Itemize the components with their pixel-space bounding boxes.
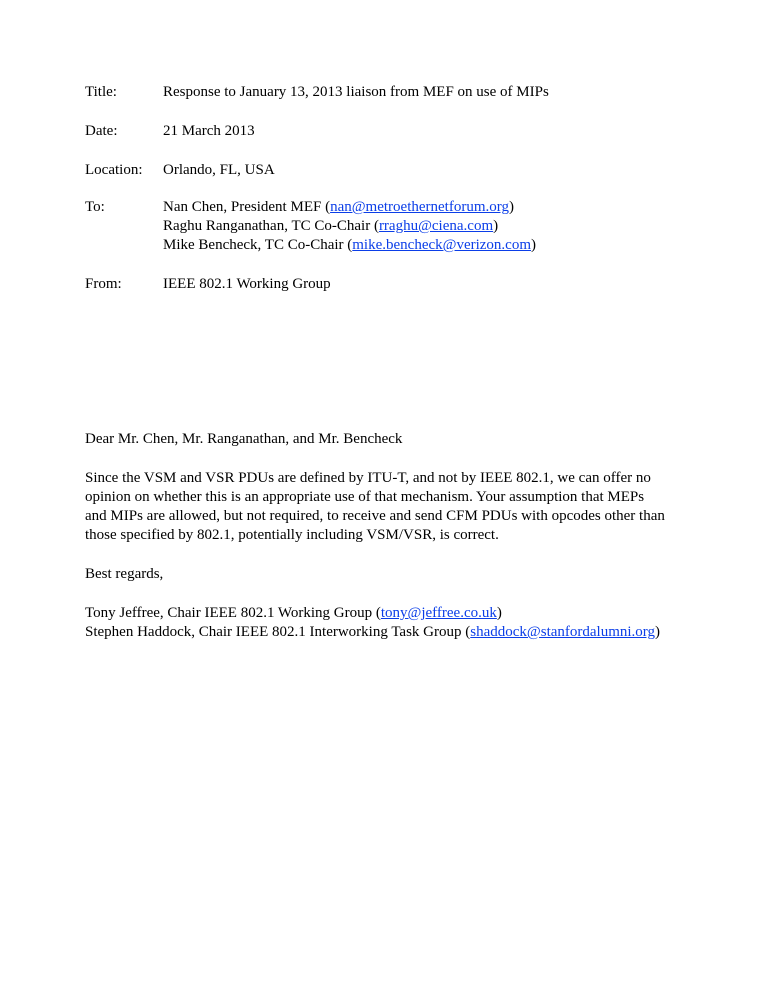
date-label: Date: xyxy=(85,123,118,139)
from-value: IEEE 802.1 Working Group xyxy=(163,276,331,292)
from-label: From: xyxy=(85,276,122,292)
date-value: 21 March 2013 xyxy=(163,123,255,139)
paragraph-line: and MIPs are allowed, but not required, to receive and send CFM PDUs with opcodes other than xyxy=(85,508,665,524)
recipient-mike-bencheck: Mike Bencheck, TC Co-Chair (mike.bencheck@verizon.com) xyxy=(163,237,537,253)
signature-stephen-haddock: Stephen Haddock, Chair IEEE 802.1 Interworking Task Group (shaddock@stanfordalumni.org) xyxy=(85,624,661,640)
email-link-stephen-haddock[interactable]: shaddock@stanfordalumni.org xyxy=(470,624,656,640)
email-link-raghu-ranganathan[interactable]: rraghu@ciena.com xyxy=(378,218,494,234)
paragraph-line: those specified by 802.1, potentially including VSM/VSR, is correct. xyxy=(85,527,499,543)
body-paragraph xyxy=(85,469,685,545)
recipient-nan-chen: Nan Chen, President MEF (nan@metroethernetforum.org) xyxy=(163,199,514,215)
closing: Best regards, xyxy=(85,566,164,582)
signature-block xyxy=(85,604,685,642)
paragraph-line: Since the VSM and VSR PDUs are defined by ITU-T, and not by IEEE 802.1, we can offer no xyxy=(85,470,651,486)
title-value: Response to January 13, 2013 liaison from MEF on use of MIPs xyxy=(163,84,549,100)
email-link-mike-bencheck[interactable]: mike.bencheck@verizon.com xyxy=(352,237,532,253)
email-link-nan-chen[interactable]: nan@metroethernetforum.org xyxy=(330,199,509,215)
to-label: To: xyxy=(85,199,105,215)
paragraph-line: opinion on whether this is an appropriate use of that mechanism. Your assumption that MEPs xyxy=(85,489,645,505)
recipient-raghu-ranganathan: Raghu Ranganathan, TC Co-Chair (rraghu@ciena.com) xyxy=(163,218,499,234)
recipient-list xyxy=(163,198,536,255)
signature-tony-jeffree: Tony Jeffree, Chair IEEE 802.1 Working Group (tony@jeffree.co.uk) xyxy=(85,605,502,621)
location-label: Location: xyxy=(85,162,143,178)
title-label: Title: xyxy=(85,84,117,100)
salutation: Dear Mr. Chen, Mr. Ranganathan, and Mr. Bencheck xyxy=(85,431,403,447)
location-value: Orlando, FL, USA xyxy=(163,162,275,178)
email-link-tony-jeffree[interactable]: tony@jeffree.co.uk xyxy=(380,605,497,621)
